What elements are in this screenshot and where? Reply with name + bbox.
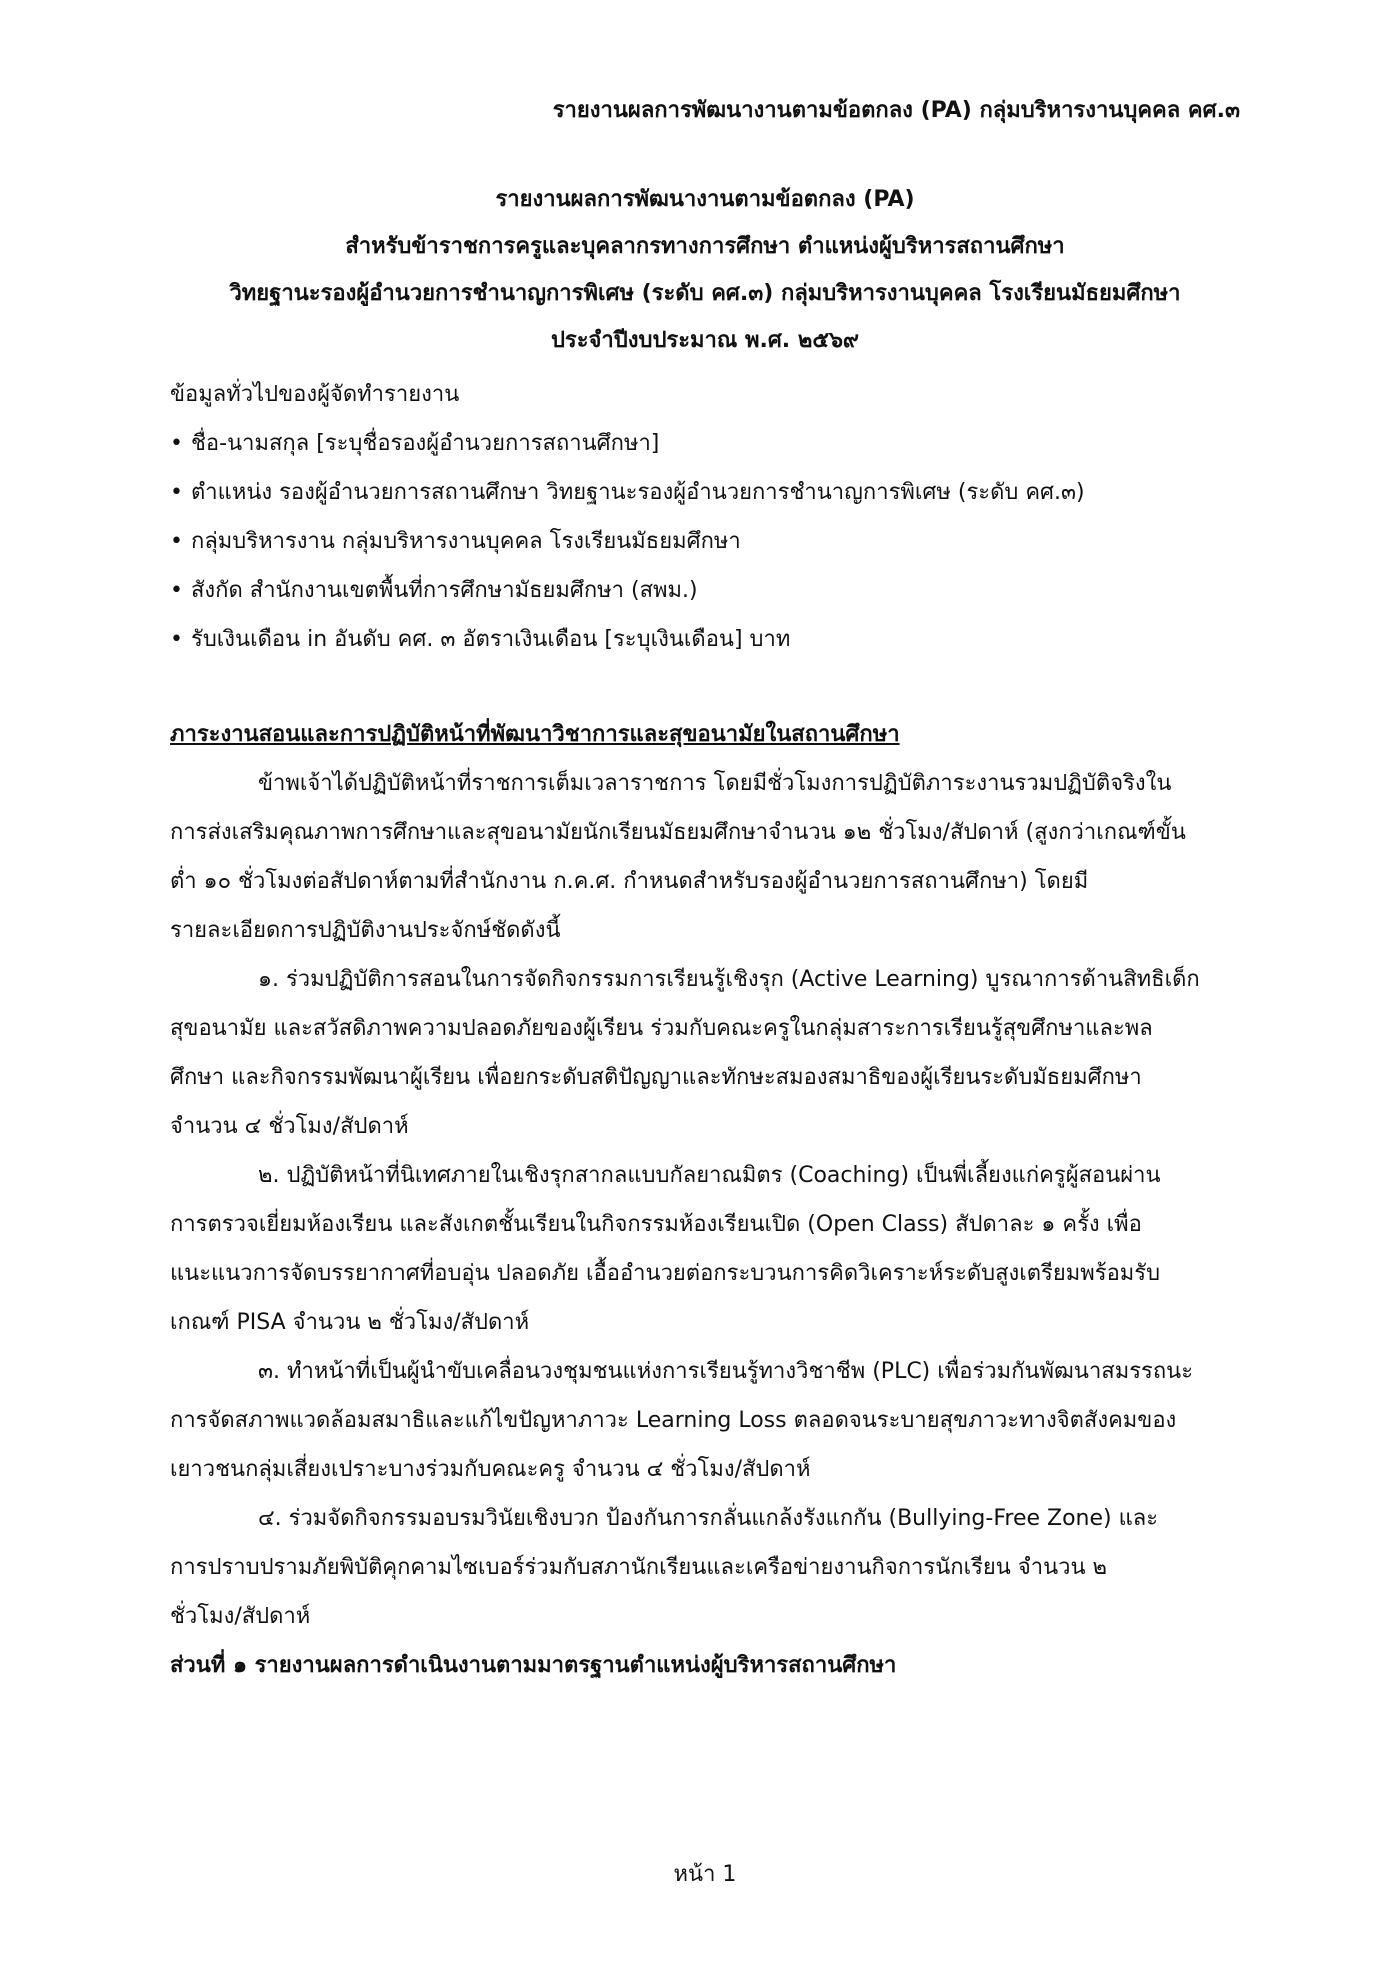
general-info-item-affiliation — [170, 566, 1240, 615]
paragraph-line: ชั่วโมง/สัปดาห์ — [170, 1604, 311, 1629]
page-number: หน้า 1 — [673, 1862, 737, 1887]
bullet-icon: • — [170, 529, 183, 554]
general-info-list — [170, 419, 1240, 664]
workload-item-1 — [170, 955, 1240, 1151]
general-info-item-salary — [170, 615, 1240, 664]
general-info-item-text: กลุ่มบริหารงาน กลุ่มบริหารงานบุคคล โรงเรียนมัธยมศึกษา — [191, 529, 741, 554]
paragraph-line: การปราบปรามภัยพิบัติคุกคามไซเบอร์ร่วมกับสภานักเรียนและเครือข่ายงานกิจการนักเรียน จำนวน ๒ — [170, 1555, 1108, 1580]
general-info-item-text: ตำแหน่ง รองผู้อำนวยการสถานศึกษา วิทยฐานะรองผู้อำนวยการชำนาญการพิเศษ (ระดับ คศ.๓) — [191, 480, 1085, 505]
general-info-section — [170, 370, 1240, 664]
general-info-item-text: รับเงินเดือน in อันดับ คศ. ๓ อัตราเงินเดือน [ระบุเงินเดือน] บาท — [191, 627, 791, 652]
general-info-item-position — [170, 468, 1240, 517]
workload-section — [170, 710, 1240, 1690]
paragraph-line: เยาวชนกลุ่มเสี่ยงเปราะบางร่วมกับคณะครู จำนวน ๔ ชั่วโมง/สัปดาห์ — [170, 1457, 811, 1482]
general-info-item-group — [170, 517, 1240, 566]
paragraph-line: เกณฑ์ PISA จำนวน ๒ ชั่วโมง/สัปดาห์ — [170, 1310, 530, 1335]
paragraph-line: ข้าพเจ้าได้ปฏิบัติหน้าที่ราชการเต็มเวลาราชการ โดยมีชั่วโมงการปฏิบัติภาระงานรวมปฏิบัติจริงใน — [258, 771, 1172, 796]
general-info-item-text: ชื่อ-นามสกุล [ระบุชื่อรองผู้อำนวยการสถานศึกษา] — [191, 431, 660, 456]
paragraph-line: แนะแนวการจัดบรรยากาศที่อบอุ่น ปลอดภัย เอื้ออำนวยต่อกระบวนการคิดวิเคราะห์ระดับสูงเตรียมพร้อมรับ — [170, 1261, 1161, 1286]
report-title-line-3: วิทยฐานะรองผู้อำนวยการชำนาญการพิเศษ (ระดับ คศ.๓) กลุ่มบริหารงานบุคคล โรงเรียนมัธยมศึกษา — [229, 281, 1181, 306]
report-title-line-2: สำหรับข้าราชการครูและบุคลากรทางการศึกษา ตำแหน่งผู้บริหารสถานศึกษา — [345, 234, 1065, 259]
general-info-item-name — [170, 419, 1240, 468]
workload-heading: ภาระงานสอนและการปฏิบัติหน้าที่พัฒนาวิชาการและสุขอนามัยในสถานศึกษา — [170, 722, 900, 747]
document-page — [170, 0, 1240, 1980]
report-title-line-4: ประจำปีงบประมาณ พ.ศ. ๒๕๖๙ — [550, 328, 860, 353]
bullet-icon: • — [170, 431, 183, 456]
paragraph-line: ๓. ทำหน้าที่เป็นผู้นำขับเคลื่อนวงชุมชนแห่งการเรียนรู้ทางวิชาชีพ (PLC) เพื่อร่วมกันพัฒนาสมรรถนะ — [258, 1359, 1194, 1384]
report-title-block — [170, 176, 1240, 364]
general-info-item-text: สังกัด สำนักงานเขตพื้นที่การศึกษามัธยมศึกษา (สพม.) — [191, 578, 698, 603]
paragraph-line: การส่งเสริมคุณภาพการศึกษาและสุขอนามัยนักเรียนมัธยมศึกษาจำนวน ๑๒ ชั่วโมง/สัปดาห์ (สูงกว่าเกณฑ์ขั้น — [170, 820, 1186, 845]
paragraph-line: ๑. ร่วมปฏิบัติการสอนในการจัดกิจกรรมการเรียนรู้เชิงรุก (Active Learning) บูรณาการด้านสิทธิเด็ก — [258, 967, 1200, 992]
workload-item-4 — [170, 1494, 1240, 1641]
workload-item-2 — [170, 1151, 1240, 1347]
paragraph-line: รายละเอียดการปฏิบัติงานประจักษ์ชัดดังนี้ — [170, 918, 561, 943]
bullet-icon: • — [170, 578, 183, 603]
paragraph-line: จำนวน ๔ ชั่วโมง/สัปดาห์ — [170, 1114, 409, 1139]
paragraph-line: สุขอนามัย และสวัสดิภาพความปลอดภัยของผู้เรียน ร่วมกับคณะครูในกลุ่มสาระการเรียนรู้สุขศึกษาและพล — [170, 1016, 1153, 1041]
workload-item-3 — [170, 1347, 1240, 1494]
part-1-heading: ส่วนที่ ๑ รายงานผลการดำเนินงานตามมาตรฐานตำแหน่งผู้บริหารสถานศึกษา — [170, 1653, 897, 1678]
bullet-icon: • — [170, 627, 183, 652]
paragraph-line: ศึกษา และกิจกรรมพัฒนาผู้เรียน เพื่อยกระดับสติปัญญาและทักษะสมองสมาธิของผู้เรียนระดับมัธยมศึกษา — [170, 1065, 1142, 1090]
paragraph-line: การจัดสภาพแวดล้อมสมาธิและแก้ไขปัญหาภาวะ Learning Loss ตลอดจนระบายสุขภาวะทางจิตสังคมของ — [170, 1408, 1177, 1433]
general-info-heading: ข้อมูลทั่วไปของผู้จัดทำรายงาน — [170, 382, 460, 407]
paragraph-line: การตรวจเยี่ยมห้องเรียน และสังเกตชั้นเรียนในกิจกรรมห้องเรียนเปิด (Open Class) สัปดาละ ๑ ครั้ง เพื่อ — [170, 1212, 1142, 1237]
running-header: รายงานผลการพัฒนางานตามข้อตกลง (PA) กลุ่มบริหารงานบุคคล คศ.๓ — [552, 98, 1240, 123]
bullet-icon: • — [170, 480, 183, 505]
paragraph-line: ๒. ปฏิบัติหน้าที่นิเทศภายในเชิงรุกสากลแบบกัลยาณมิตร (Coaching) เป็นพี่เลี้ยงแก่ครูผู้สอนผ่าน — [258, 1163, 1161, 1188]
paragraph-line: ๔. ร่วมจัดกิจกรรมอบรมวินัยเชิงบวก ป้องกันการกลั่นแกล้งรังแกกัน (Bullying-Free Zone) และ — [258, 1506, 1159, 1531]
paragraph-line: ต่ำ ๑๐ ชั่วโมงต่อสัปดาห์ตามที่สำนักงาน ก.ค.ศ. กำหนดสำหรับรองผู้อำนวยการสถานศึกษา) โดยมี — [170, 869, 1089, 894]
report-title-line-1: รายงานผลการพัฒนางานตามข้อตกลง (PA) — [495, 187, 915, 212]
workload-intro-paragraph — [170, 759, 1240, 955]
